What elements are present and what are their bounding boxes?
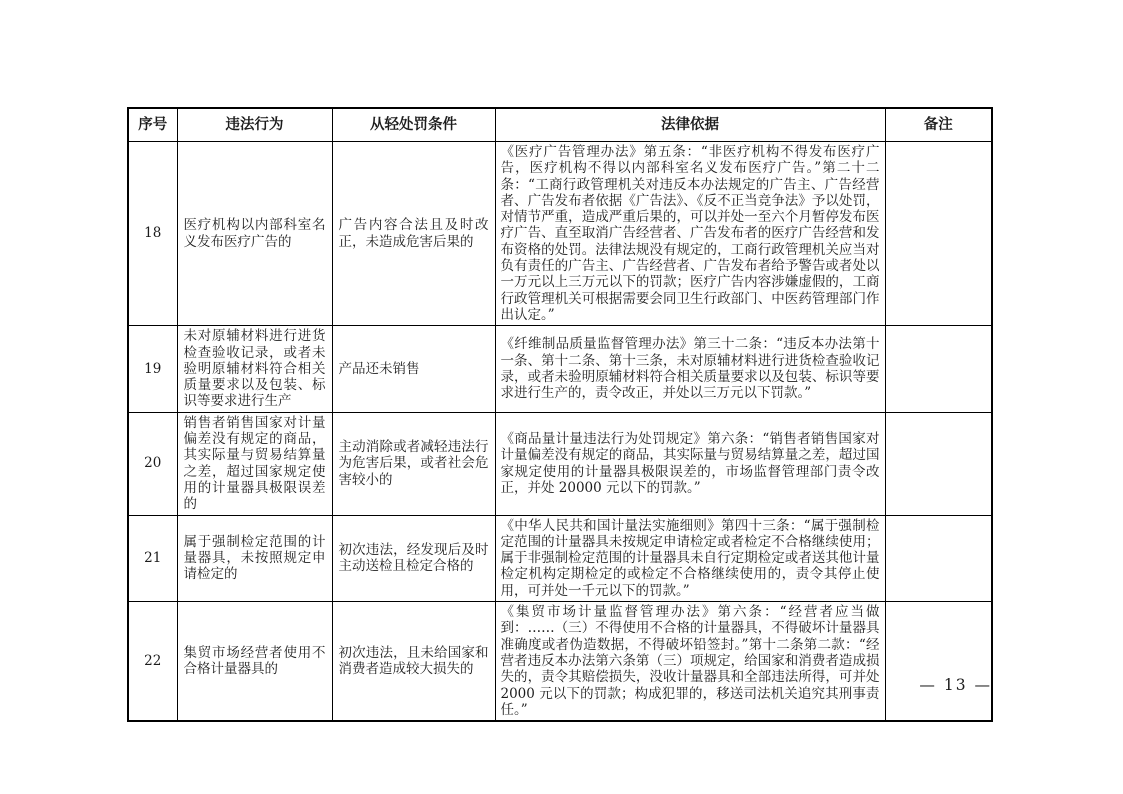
cell-lighter-penalty-condition: 广告内容合法且及时改正，未造成危害后果的: [332, 142, 495, 326]
cell-lighter-penalty-condition: 产品还未销售: [332, 326, 495, 412]
cell-legal-basis: 《纤维制品质量监督管理办法》第三十二条：“违反本办法第十一条、第十二条、第十三条，未对原辅材料进行进货检查验收记录，或者未验明原辅材料符合相关质量要求以及包装、标识等要求进行生产的，责令改正，并处以三万元以下罚款。”: [495, 326, 885, 412]
lighter-penalty-table: [127, 107, 993, 722]
cell-legal-basis: 《商品量计量违法行为处罚规定》第六条：“销售者销售国家对计量偏差没有规定的商品，其实际量与贸易结算量之差，超过国家规定使用的计量器具极限误差的，市场监督管理部门责令改正，并处 20000 元以下的罚款。”: [495, 412, 885, 515]
cell-legal-basis: 《医疗广告管理办法》第五条：“非医疗机构不得发布医疗广告，医疗机构不得以内部科室名义发布医疗广告。”第二十二条：“工商行政管理机关对违反本办法规定的广告主、广告经营者、广告发布者依据《广告法》、《反不正当竞争法》予以处罚，对情节严重，造成严重后果的，可以并处一至六个月暂停发布医疗广告、直至取消广告经营者、广告发布者的医疗广告经营和发布资格的处罚。法律法规没有规定的，工商行政管理机关应当对负有责任的广告主、广告经营者、广告发布者给予警告或者处以一万元以上三万元以下的罚款；医疗广告内容涉嫌虚假的，工商行政管理机关可根据需要会同卫生行政部门、中医药管理部门作出认定。”: [495, 142, 885, 326]
table-row: [128, 412, 992, 515]
header-lighter-penalty-condition: 从轻处罚条件: [332, 108, 495, 142]
cell-violation: 属于强制检定范围的计量器具，未按照规定申请检定的: [177, 515, 332, 601]
cell-lighter-penalty-condition: 初次违法，且未给国家和消费者造成较大损失的: [332, 602, 495, 722]
cell-remark: [885, 515, 992, 601]
cell-remark: [885, 602, 992, 722]
cell-serial-number: 19: [128, 326, 177, 412]
cell-serial-number: 18: [128, 142, 177, 326]
table-row: [128, 515, 992, 601]
header-serial-number: 序号: [128, 108, 177, 142]
cell-lighter-penalty-condition: 初次违法，经发现后及时主动送检且检定合格的: [332, 515, 495, 601]
page-number: — 13 —: [919, 676, 992, 694]
table-row: [128, 142, 992, 326]
cell-violation: 未对原辅材料进行进货检查验收记录，或者未验明原辅材料符合相关质量要求以及包装、标识等要求进行生产: [177, 326, 332, 412]
cell-serial-number: 20: [128, 412, 177, 515]
table-body: [128, 142, 992, 722]
cell-violation: 集贸市场经营者使用不合格计量器具的: [177, 602, 332, 722]
cell-legal-basis: 《中华人民共和国计量法实施细则》第四十三条：“属于强制检定范围的计量器具未按规定申请检定或者检定不合格继续使用；属于非强制检定范围的计量器具未自行定期检定或者送其他计量检定机构定期检定的或检定不合格继续使用的，责令其停止使用，可并处一千元以下的罚款。”: [495, 515, 885, 601]
cell-remark: [885, 326, 992, 412]
cell-serial-number: 21: [128, 515, 177, 601]
header-violation: 违法行为: [177, 108, 332, 142]
cell-lighter-penalty-condition: 主动消除或者减轻违法行为危害后果，或者社会危害较小的: [332, 412, 495, 515]
cell-remark: [885, 142, 992, 326]
cell-serial-number: 22: [128, 602, 177, 722]
cell-violation: 医疗机构以内部科室名义发布医疗广告的: [177, 142, 332, 326]
cell-violation: 销售者销售国家对计量偏差没有规定的商品，其实际量与贸易结算量之差，超过国家规定使用的计量器具极限误差的: [177, 412, 332, 515]
header-legal-basis: 法律依据: [495, 108, 885, 142]
cell-legal-basis: 《集贸市场计量监督管理办法》第六条：“经营者应当做到：……（三）不得使用不合格的计量器具，不得破坏计量器具准确度或者伪造数据，不得破坏铅签封。”第十二条第二款：“经营者违反本办法第六条第（三）项规定，给国家和消费者造成损失的，责令其赔偿损失，没收计量器具和全部违法所得，可并处 2000 元以下的罚款；构成犯罪的，移送司法机关追究其刑事责任。”: [495, 602, 885, 722]
cell-remark: [885, 412, 992, 515]
table-header-row: [128, 108, 992, 142]
header-remark: 备注: [885, 108, 992, 142]
table-row: [128, 602, 992, 722]
table-row: [128, 326, 992, 412]
